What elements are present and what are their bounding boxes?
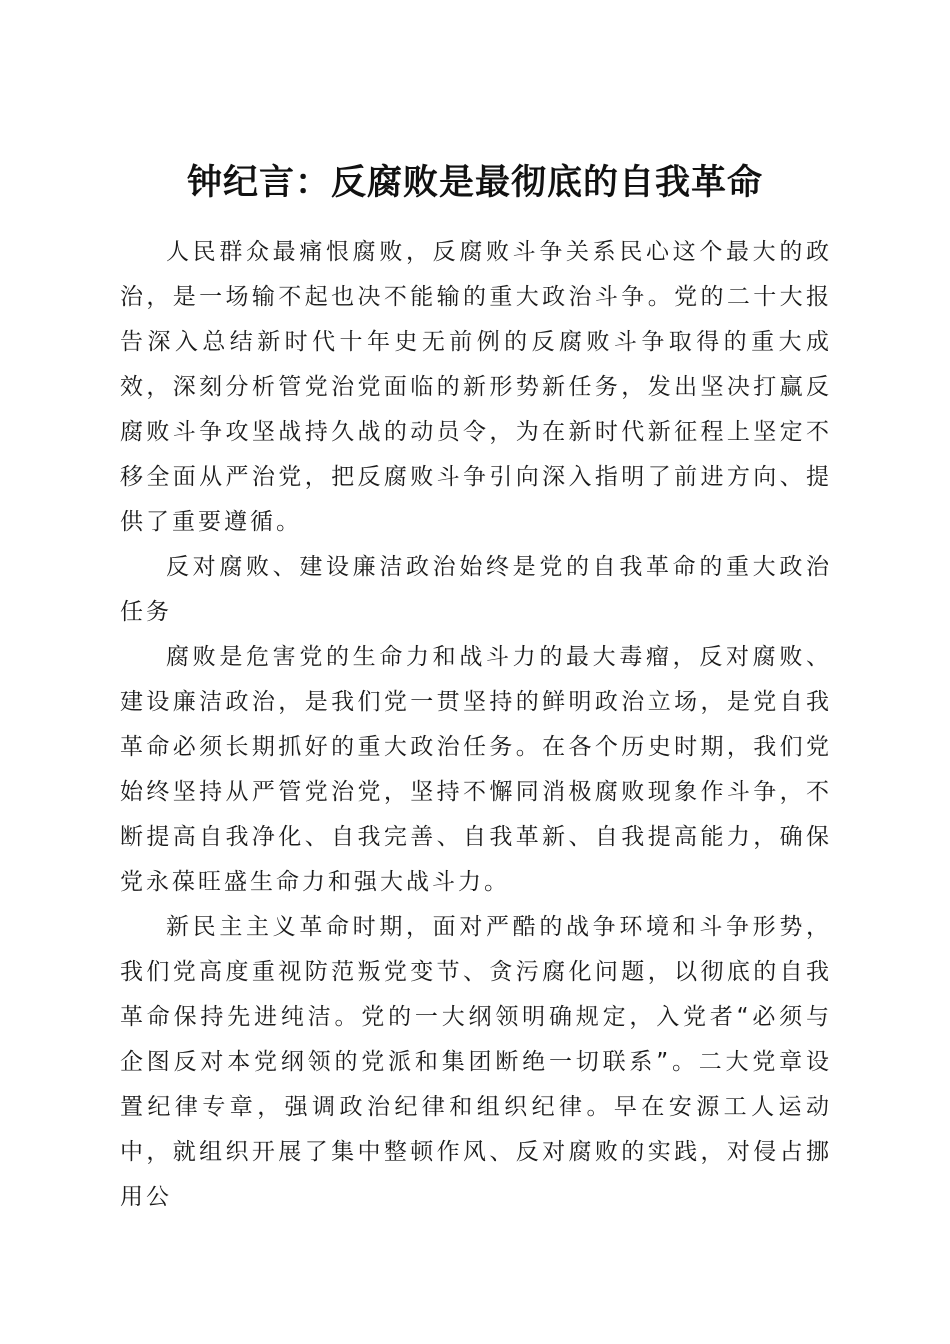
section-heading: 反对腐败、建设廉洁政治始终是党的自我革命的重大政治任务 xyxy=(120,554,832,625)
paragraph-new-democratic-revolution: 新民主主义革命时期，面对严酷的战争环境和斗争形势，我们党高度重视防范叛党变节、贪污腐化问题，以彻底的自我革命保持先进纯洁。党的一大纲领明确规定，入党者“必须与企图反对本党纲领的党派和集团断绝一切联系”。二大党章设置纪律专章，强调政治纪律和组织纪律。早在安源工人运动中，就组织开展了集中整顿作风、反对腐败的实践，对侵占挪用公 xyxy=(120,914,832,1210)
paragraph-intro: 人民群众最痛恨腐败，反腐败斗争关系民心这个最大的政治，是一场输不起也决不能输的重大政治斗争。党的二十大报告深入总结新时代十年史无前例的反腐败斗争取得的重大成效，深刻分析管党治党面临的新形势新任务，发出坚决打赢反腐败斗争攻坚战持久战的动员令，为在新时代新征程上坚定不移全面从严治党，把反腐败斗争引向深入指明了前进方向、提供了重要遵循。 xyxy=(120,239,832,535)
paragraph-corruption-tumor: 腐败是危害党的生命力和战斗力的最大毒瘤，反对腐败、建设廉洁政治，是我们党一贯坚持的鲜明政治立场，是党自我革命必须长期抓好的重大政治任务。在各个历史时期，我们党始终坚持从严管党治党，坚持不懈同消极腐败现象作斗争，不断提高自我净化、自我完善、自我革新、自我提高能力，确保党永葆旺盛生命力和强大战斗力。 xyxy=(120,644,832,895)
article-body xyxy=(120,230,832,1220)
page-title: 钟纪言：反腐败是最彻底的自我革命 xyxy=(186,162,763,204)
